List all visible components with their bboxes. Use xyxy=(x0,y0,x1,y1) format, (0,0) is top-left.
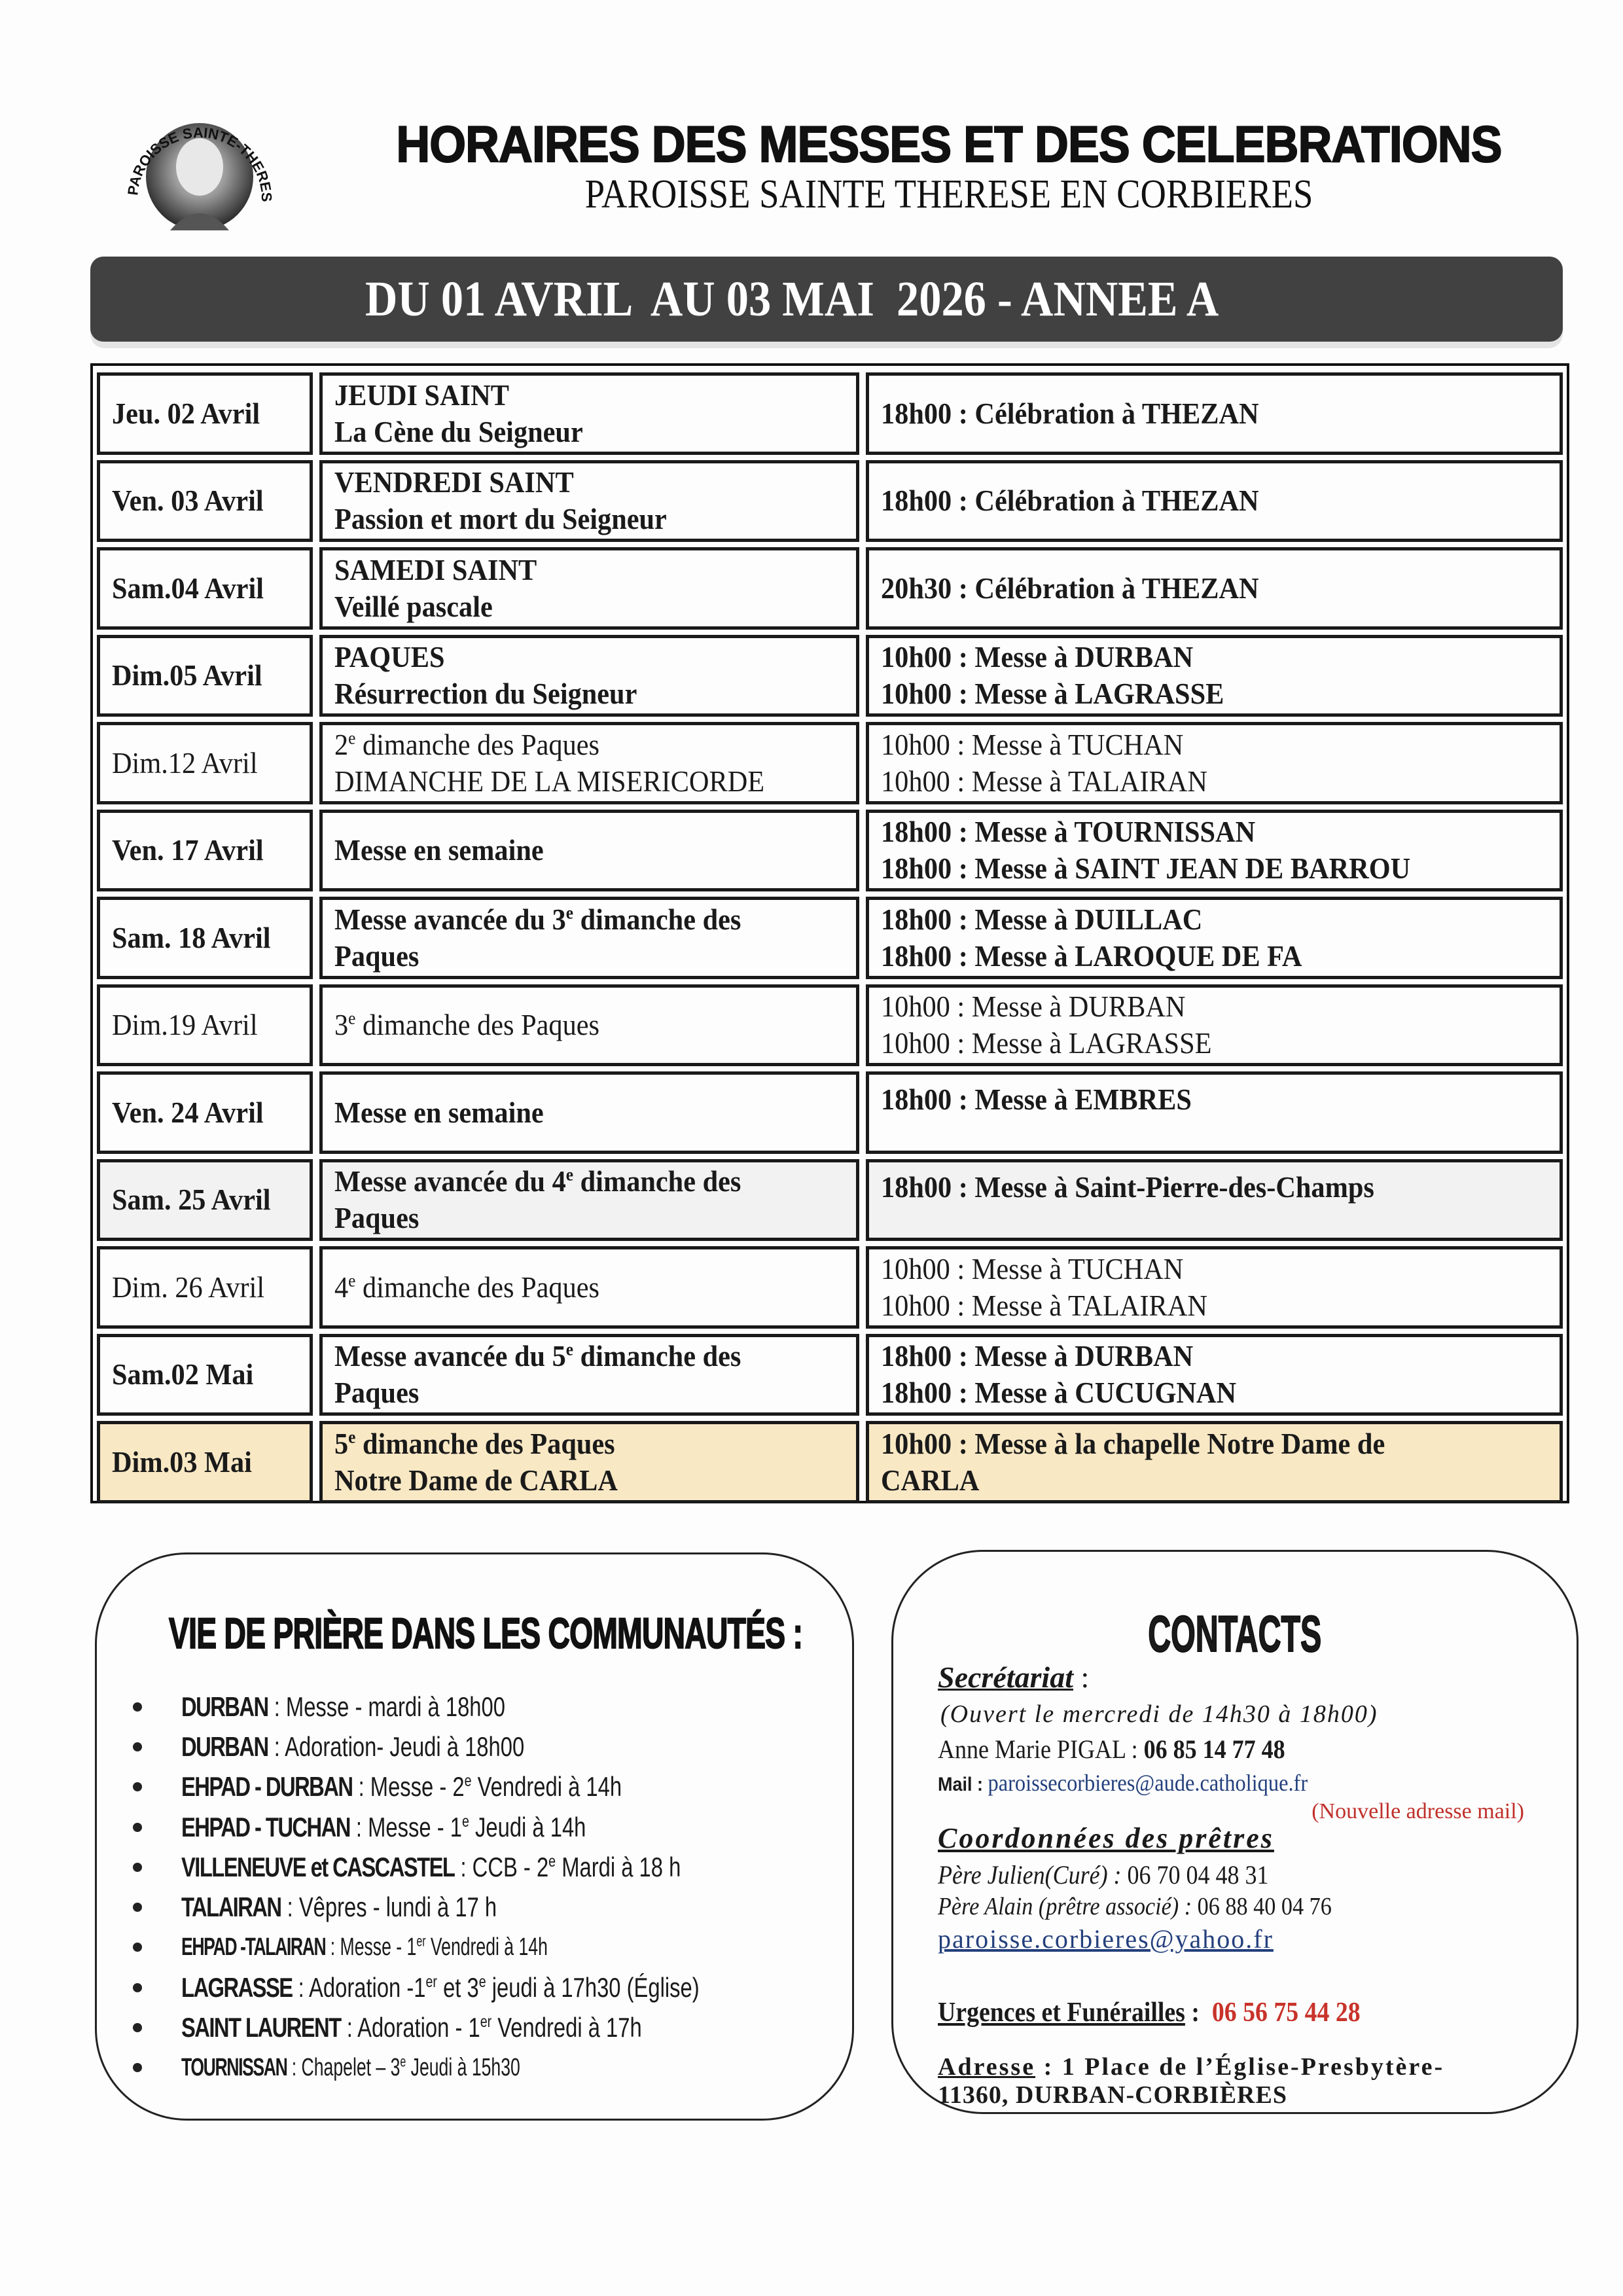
schedule-date: Sam.02 Mai xyxy=(112,1357,254,1391)
schedule-event-line: Paques xyxy=(334,939,419,973)
schedule-date: Dim.03 Mai xyxy=(112,1444,252,1479)
schedule-event-line: VENDREDI SAINT xyxy=(334,465,574,499)
prayer-detail: : Adoration - 1er Vendredi à 17h xyxy=(346,2012,642,2043)
bullet-icon xyxy=(133,1903,142,1912)
address-line-2: 11360, DURBAN-CORBIÈRES xyxy=(938,2081,1287,2109)
prayer-list-item xyxy=(133,1967,846,2007)
address-line-1 xyxy=(938,2053,1444,2081)
prayer-detail: : Adoration -1er et 3e jeudi à 17h30 (Église) xyxy=(298,1971,700,2003)
schedule-event-line: Veillé pascale xyxy=(334,589,493,623)
schedule-date-cell xyxy=(97,722,313,804)
schedule-time-line: 10h00 : Messe à TUCHAN xyxy=(881,1251,1184,1285)
schedule-event-cell xyxy=(319,1246,859,1329)
schedule-event-line: 2e dimanche des Paques xyxy=(334,727,599,761)
prayer-list-item xyxy=(133,1807,846,1847)
schedule-event-line: Messe avancée du 3e dimanche des xyxy=(334,902,741,936)
prayer-place: EHPAD - DURBAN xyxy=(181,1771,353,1803)
schedule-event-line: Messe avancée du 5e dimanche des xyxy=(334,1338,741,1373)
address-label: Adresse xyxy=(938,2053,1036,2081)
schedule-time-line: 18h00 : Messe à EMBRES xyxy=(881,1083,1192,1116)
schedule-time-line: 18h00 : Messe à DURBAN xyxy=(881,1339,1194,1373)
schedule-event-line: La Cène du Seigneur xyxy=(334,414,583,448)
schedule-event-cell xyxy=(319,897,859,979)
schedule-event-line: Résurrection du Seigneur xyxy=(334,677,637,711)
contacts-box xyxy=(891,1550,1578,2114)
schedule-time-line: 10h00 : Messe à la chapelle Notre Dame de xyxy=(881,1426,1385,1460)
prayer-place: LAGRASSE xyxy=(181,1971,293,2003)
schedule-times-cell xyxy=(866,635,1563,717)
prayer-list-item xyxy=(133,2048,846,2088)
secretary-contact xyxy=(938,1734,1324,1765)
schedule-event-line: Paques xyxy=(334,1376,419,1410)
schedule-event-line: 3e dimanche des Paques xyxy=(334,1007,599,1042)
schedule-event-cell xyxy=(319,1421,859,1503)
prayer-detail: : Adoration- Jeudi à 18h00 xyxy=(274,1731,525,1762)
schedule-time-line: 18h00 : Messe à LAROQUE DE FA xyxy=(881,939,1302,973)
schedule-row xyxy=(97,545,1563,632)
schedule-row xyxy=(97,457,1563,545)
schedule-row xyxy=(97,719,1563,807)
schedule-event-cell xyxy=(319,810,859,892)
bullet-icon xyxy=(133,2023,142,2032)
schedule-event-cell xyxy=(319,722,859,804)
schedule-times-cell xyxy=(866,984,1563,1067)
secretary-phone[interactable]: 06 85 14 77 48 xyxy=(1143,1734,1285,1764)
schedule-times-cell xyxy=(866,1071,1563,1154)
schedule-times-cell xyxy=(866,1246,1563,1329)
priest-alain xyxy=(938,1892,1376,1921)
address-street: : 1 Place de l’Église-Presbytère- xyxy=(1035,2053,1445,2081)
mail-address-link[interactable]: paroissecorbieres@aude.catholique.fr xyxy=(988,1770,1308,1796)
schedule-event-cell xyxy=(319,1071,859,1154)
schedule-row xyxy=(97,1418,1563,1506)
schedule-event-line: JEUDI SAINT xyxy=(334,378,509,412)
schedule-date-cell xyxy=(97,810,313,892)
schedule-table xyxy=(90,363,1569,1503)
schedule-event-line: 5e dimanche des Paques xyxy=(334,1426,615,1460)
schedule-event-line: 4e dimanche des Paques xyxy=(334,1270,599,1304)
schedule-event-cell xyxy=(319,372,859,455)
prayer-list-item xyxy=(133,1928,846,1967)
prayer-life-title: VIE DE PRIÈRE DANS LES COMMUNAUTÉS : xyxy=(169,1609,803,1657)
prayer-detail: : Messe - mardi à 18h00 xyxy=(274,1691,505,1722)
priest1-label: Père Julien(Curé) : xyxy=(938,1860,1128,1890)
schedule-date: Ven. 17 Avril xyxy=(112,833,264,867)
prayer-place: DURBAN xyxy=(181,1731,268,1762)
schedule-time-line: 18h00 : Messe à DUILLAC xyxy=(881,902,1203,936)
schedule-time-line: 18h00 : Messe à Saint-Pierre-des-Champs xyxy=(881,1170,1374,1204)
schedule-event-cell xyxy=(319,984,859,1067)
schedule-event-cell xyxy=(319,460,859,543)
prayer-detail: : Messe - 1er Vendredi à 14h xyxy=(330,1932,548,1961)
schedule-date: Sam. 18 Avril xyxy=(112,920,271,954)
schedule-date: Dim.19 Avril xyxy=(112,1008,258,1042)
bullet-icon xyxy=(133,1742,142,1751)
schedule-date: Ven. 24 Avril xyxy=(112,1095,264,1129)
schedule-time-line: 18h00 : Célébration à THEZAN xyxy=(881,484,1259,518)
schedule-event-line: SAMEDI SAINT xyxy=(334,552,537,586)
schedule-date: Sam. 25 Avril xyxy=(112,1183,271,1217)
bullet-icon xyxy=(133,1823,142,1832)
schedule-date-cell xyxy=(97,372,313,455)
schedule-time-line: CARLA xyxy=(881,1463,980,1497)
priests-email-link[interactable]: paroisse.corbieres@yahoo.fr xyxy=(938,1924,1274,1954)
period-banner xyxy=(90,257,1563,348)
schedule-time-line: 10h00 : Messe à TALAIRAN xyxy=(881,764,1207,798)
schedule-event-cell xyxy=(319,547,859,630)
schedule-times-cell xyxy=(866,897,1563,979)
period-banner-text: DU 01 AVRIL AU 03 MAI 2026 - ANNEE A xyxy=(365,271,1219,327)
schedule-event-line: Passion et mort du Seigneur xyxy=(334,502,667,536)
schedule-event-cell xyxy=(319,1334,859,1416)
schedule-times-cell xyxy=(866,372,1563,455)
prayer-list-item xyxy=(133,2007,846,2047)
schedule-date: Dim.05 Avril xyxy=(112,658,262,692)
schedule-date-cell xyxy=(97,1421,313,1503)
schedule-event-line: Messe avancée du 4e dimanche des xyxy=(334,1164,741,1198)
schedule-date-cell xyxy=(97,984,313,1067)
prayer-place: TALAIRAN xyxy=(181,1892,281,1923)
schedule-row xyxy=(97,894,1563,982)
logo-portrait-icon xyxy=(98,79,294,255)
secretariat-hours: (Ouvert le mercredi de 14h30 à 18h00) xyxy=(940,1700,1378,1728)
schedule-event-cell xyxy=(319,1159,859,1242)
schedule-row xyxy=(97,1157,1563,1244)
schedule-date-cell xyxy=(97,460,313,543)
schedule-row xyxy=(97,982,1563,1069)
schedule-row xyxy=(97,807,1563,895)
schedule-event-cell xyxy=(319,635,859,717)
bullet-icon xyxy=(133,2063,142,2072)
bullet-icon xyxy=(133,1863,142,1872)
bullet-icon xyxy=(133,1983,142,1992)
schedule-row xyxy=(97,632,1563,720)
logo-arc-text: PAROISSE SAINTE-THERES xyxy=(124,124,276,202)
schedule-time-line: 10h00 : Messe à LAGRASSE xyxy=(881,1026,1212,1060)
prayer-list-item xyxy=(133,1767,846,1807)
schedule-time-line: 10h00 : Messe à TUCHAN xyxy=(881,727,1184,761)
schedule-time-line: 10h00 : Messe à DURBAN xyxy=(881,640,1194,674)
schedule-times-cell xyxy=(866,1421,1563,1503)
prayer-detail: : Messe - 2e Vendredi à 14h xyxy=(358,1771,622,1803)
schedule-times-cell xyxy=(866,547,1563,630)
secretary-mail xyxy=(938,1769,1349,1797)
schedule-date: Jeu. 02 Avril xyxy=(112,396,260,430)
schedule-time-line: 18h00 : Messe à CUCUGNAN xyxy=(881,1376,1237,1410)
schedule-time-line: 10h00 : Messe à TALAIRAN xyxy=(881,1288,1207,1322)
schedule-date: Sam.04 Avril xyxy=(112,571,264,605)
schedule-row xyxy=(97,1069,1563,1157)
schedule-date-cell xyxy=(97,1159,313,1242)
schedule-event-line: PAQUES xyxy=(334,640,445,674)
prayer-detail: : CCB - 2e Mardi à 18 h xyxy=(460,1851,681,1882)
priest2-phone[interactable]: 06 88 40 04 76 xyxy=(1197,1893,1332,1920)
schedule-date-cell xyxy=(97,547,313,630)
page-subtitle: PAROISSE SAINTE THERESE EN CORBIERES xyxy=(584,172,1313,217)
schedule-time-line: 18h00 : Célébration à THEZAN xyxy=(881,396,1259,430)
bullet-icon xyxy=(133,1782,142,1791)
bullet-icon xyxy=(133,1943,142,1952)
schedule-date-cell xyxy=(97,897,313,979)
priest-julien xyxy=(938,1859,1306,1890)
priest2-label: Père Alain (prêtre associé) : xyxy=(938,1893,1198,1920)
secretariat-colon: : xyxy=(1073,1660,1090,1694)
prayer-list-item xyxy=(133,1847,846,1887)
mail-label: Mail : xyxy=(938,1774,988,1795)
prayer-place: VILLENEUVE et CASCASTEL xyxy=(181,1851,455,1882)
prayer-life-list xyxy=(133,1687,846,2088)
schedule-date-cell xyxy=(97,1071,313,1154)
prayer-place: EHPAD - TUCHAN xyxy=(181,1811,350,1842)
schedule-times-cell xyxy=(866,1159,1563,1242)
prayer-detail: : Chapelet – 3e Jeudi à 15h30 xyxy=(291,2053,520,2081)
schedule-row xyxy=(97,370,1563,457)
schedule-time-line: 18h00 : Messe à SAINT JEAN DE BARROU xyxy=(881,852,1411,886)
secretariat-label: Secrétariat xyxy=(938,1660,1073,1694)
schedule-row xyxy=(97,1331,1563,1419)
prayer-detail: : Vêpres - lundi à 17 h xyxy=(287,1892,497,1923)
parish-logo xyxy=(98,79,294,255)
schedule-time-line: 10h00 : Messe à DURBAN xyxy=(881,990,1186,1024)
schedule-times-cell xyxy=(866,1334,1563,1416)
urgent-label: Urgences et Funérailles xyxy=(938,1998,1185,2028)
prayer-detail: : Messe - 1e Jeudi à 14h xyxy=(355,1811,586,1842)
schedule-time-line: 18h00 : Messe à TOURNISSAN xyxy=(881,815,1256,849)
priests-heading-text: Coordonnées des prêtres xyxy=(938,1822,1274,1854)
schedule-event-line: Paques xyxy=(334,1201,419,1235)
prayer-place: DURBAN xyxy=(181,1691,268,1722)
secretary-name: Anne Marie PIGAL : xyxy=(938,1734,1144,1764)
schedule-date-cell xyxy=(97,1246,313,1329)
schedule-row xyxy=(97,1244,1563,1331)
page-title: HORAIRES DES MESSES ET DES CELEBRATIONS xyxy=(396,115,1502,173)
schedule-event-line: Notre Dame de CARLA xyxy=(334,1463,618,1497)
schedule-date: Dim.12 Avril xyxy=(112,745,258,780)
schedule-time-line: 10h00 : Messe à LAGRASSE xyxy=(881,677,1224,711)
new-mail-note: (Nouvelle adresse mail) xyxy=(1311,1799,1524,1823)
schedule-event-line: Messe en semaine xyxy=(334,833,544,867)
prayer-place: SAINT LAURENT xyxy=(181,2012,341,2043)
prayer-place: TOURNISSAN xyxy=(181,2053,287,2081)
schedule-date: Ven. 03 Avril xyxy=(112,484,264,518)
schedule-date-cell xyxy=(97,635,313,717)
secretariat-heading xyxy=(938,1660,1089,1695)
schedule-event-line: Messe en semaine xyxy=(334,1095,544,1129)
schedule-times-cell xyxy=(866,460,1563,543)
prayer-list-item xyxy=(133,1727,846,1767)
urgent-colon: : xyxy=(1185,1998,1212,2028)
urgent-phone[interactable]: 06 56 75 44 28 xyxy=(1211,1998,1361,2028)
bullet-icon xyxy=(133,1702,142,1712)
priest1-phone[interactable]: 06 70 04 48 31 xyxy=(1127,1860,1269,1890)
contacts-title: CONTACTS xyxy=(1148,1605,1322,1662)
schedule-times-cell xyxy=(866,722,1563,804)
schedule-date: Dim. 26 Avril xyxy=(112,1270,265,1304)
schedule-times-cell xyxy=(866,810,1563,892)
prayer-list-item xyxy=(133,1887,846,1927)
schedule-time-line: 20h30 : Célébration à THEZAN xyxy=(881,571,1259,605)
prayer-list-item xyxy=(133,1687,846,1727)
urgent-contact xyxy=(938,1997,1407,2028)
prayer-life-box xyxy=(95,1552,854,2121)
schedule-date-cell xyxy=(97,1334,313,1416)
schedule-event-line: DIMANCHE DE LA MISERICORDE xyxy=(334,764,765,798)
prayer-place: EHPAD -TALAIRAN xyxy=(181,1933,326,1961)
priests-heading xyxy=(938,1821,1274,1855)
